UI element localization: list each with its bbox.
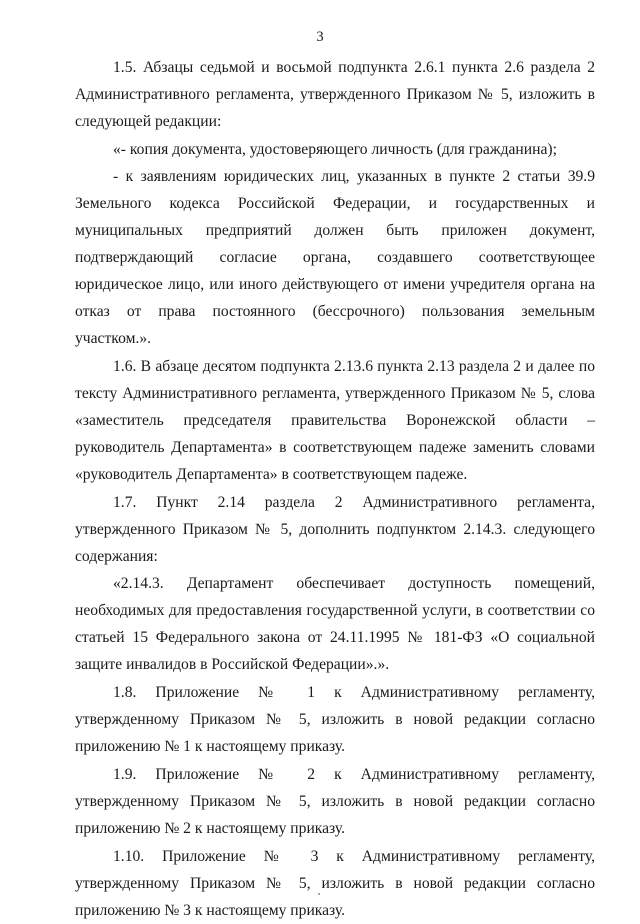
paragraph-quote-open: «- копия документа, удостоверяющего личность (для гражданина); (113, 141, 557, 158)
paragraph-1-6: 1.6. В абзаце десятом подпункта 2.13.6 пункта 2.13 раздела 2 и далее по тексту Административного регламента, утвержденного Приказом № 5, слова «заместитель председателя правительства Воронежской области – руководитель Департамента» в соответствующем падеже заменить словами «руководитель Департамента» в соответствующем падеже. (75, 358, 595, 483)
paragraph-1-7: 1.7. Пункт 2.14 раздела 2 Административного регламента, утвержденного Приказом № 5, дополнить подпунктом 2.14.3. следующего содержания: (75, 494, 595, 565)
page-number: 3 (316, 29, 324, 45)
paragraph-2-14-3: «2.14.3. Департамент обеспечивает доступность помещений, необходимых для предоставления государственной услуги, в соответствии со статьей 15 Федерального закона от 24.11.1995 № 181-ФЗ «О социальной защите инвалидов в Российской Федерации».». (75, 575, 595, 673)
paragraph-1-9: 1.9. Приложение № 2 к Административному регламенту, утвержденному Приказом № 5, изложить в новой редакции согласно приложению № 2 к настоящему приказу. (75, 766, 595, 837)
paragraph-1-8: 1.8. Приложение № 1 к Административному регламенту, утвержденному Приказом № 5, изложить в новой редакции согласно приложению № 1 к настоящему приказу. (75, 684, 595, 755)
paragraph-1-10: 1.10. Приложение № 3 к Административному регламенту, утвержденному Приказом № 5, изложить в новой редакции согласно приложению № 3 к настоящему приказу. (75, 848, 595, 919)
scan-artifact (318, 893, 320, 895)
paragraph-1-5: 1.5. Абзацы седьмой и восьмой подпункта 2.6.1 пункта 2.6 раздела 2 Административного регламента, утвержденного Приказом № 5, изложить в следующей редакции: (75, 59, 595, 130)
document-body (75, 54, 595, 924)
paragraph-legal-entities: - к заявлениям юридических лиц, указанных в пункте 2 статьи 39.9 Земельного кодекса Российской Федерации, и государственных и муниципальных предприятий должен быть приложен документ, подтверждающий согласие органа, создавшего соответствующее юридическое лицо, или иного действующего от имени учредителя органа на отказ от права постоянного (бессрочного) пользования земельным участком.». (75, 168, 595, 347)
